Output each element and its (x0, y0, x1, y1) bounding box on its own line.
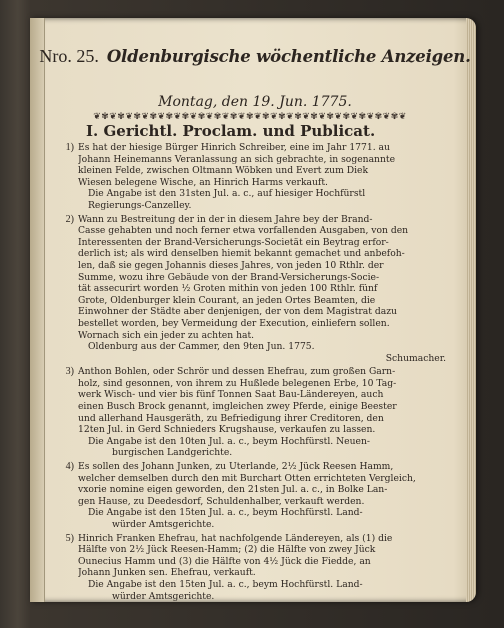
notice-line: Grote, Oldenburger klein Courant, an jeden Ortes Beamten, die (78, 294, 376, 306)
notice-line: Einwohner der Städte aber denjenigen, der von dem Magistrat dazu (78, 306, 397, 318)
notice-line: derlich ist; als wird denselben hiemit bekannt gemachet und anbefoh- (78, 248, 405, 260)
notice-line: werk Wisch- und vier bis fünf Tonnen Saat Bau-Ländereyen, auch (78, 389, 384, 401)
notice-number: 5) (65, 532, 74, 544)
notice-line: und allerhand Hausgeräth, zu Befriedigung ihrer Creditoren, den (78, 412, 384, 424)
notice-line: Wornach sich ein jeder zu achten hat. (78, 329, 255, 341)
notice-line: vxorie nomine eigen geworden, den 21sten Jul. a. c., in Bolke Lan- (78, 484, 388, 496)
page-edge (466, 18, 476, 602)
notice-line: Johann Junken sen. Ehefrau, verkauft. (78, 567, 256, 579)
notice-line: Es hat der hiesige Bürger Hinrich Schreiber, eine im Jahr 1771. au (78, 142, 390, 153)
notice-entry (52, 533, 452, 603)
notice-line: Die Angabe ist den 15ten Jul. a. c., beym Hochfürstl. Land- (88, 578, 363, 590)
notice-line: kleinen Felde, zwischen Oltmann Wöbken und Evert zum Diek (78, 165, 369, 177)
notice-line: Wann zu Bestreitung der in der in diesem Jahre bey der Brand- (78, 213, 373, 225)
notice-line: Casse gehabten und noch ferner etwa vorfallenden Ausgaben, von den (78, 225, 409, 237)
page-spine (30, 18, 45, 602)
notice-line: len, daß sie gegen Johannis dieses Jahres, von jeden 10 Rthlr. der (78, 259, 384, 271)
decorative-ornament-row: ❦✾❦✾❦✾❦✾❦✾❦✾❦✾❦✾❦✾❦✾❦✾❦✾❦✾❦✾❦✾❦✾❦✾❦✾❦✾❦ (93, 112, 407, 122)
notice-line: Interessenten der Brand-Versicherungs-Societät ein Beytrag erfor- (78, 236, 389, 248)
notice-line: Regierungs-Canzelley. (88, 199, 192, 211)
notice-line: bestellet worden, bey Vermeidung der Execution, einliefern sollen. (78, 317, 390, 329)
notice-entry (52, 366, 452, 459)
notice-line: 12ten Jul. in Gerd Schnieders Krugshause, verkaufen zu lassen. (78, 424, 376, 436)
notice-line: einen Busch Brock genannt, imgleichen zwey Pferde, einige Beester (78, 401, 397, 413)
notice-signature: Schumacher. (385, 352, 446, 364)
page-header (39, 46, 471, 72)
notices-body (52, 142, 452, 604)
page-content (39, 18, 471, 602)
notice-number: 1) (65, 142, 74, 153)
notice-line: Die Angabe ist den 15ten Jul. a. c., beym Hochfürstl. Land- (88, 507, 363, 519)
notice-signature-place: Oldenburg aus der Cammer, den 9ten Jun. 1775. (88, 341, 315, 353)
notice-line: Johann Heinemanns Veranlassung an sich gebrachte, in sogenannte (78, 153, 396, 165)
notice-line: Hälfte von 2½ Jück Reesen-Hamm; (2) die Hälfte von zwey Jück (78, 544, 376, 556)
notice-entry (52, 461, 452, 531)
notice-number: 3) (65, 366, 74, 378)
notice-line: gen Hause, zu Deedesdorf, Schuldenhalber, verkauft werden. (78, 495, 365, 507)
notice-line: tät assecurirt worden ½ Groten mithin von jeden 100 Rthlr. fünf (78, 283, 378, 295)
notice-line: würder Amtsgerichte. (112, 519, 215, 530)
issue-number: Nro. 25. (39, 46, 99, 66)
notice-line: Summe, wozu ihre Gebäude von der Brand-Versicherungs-Socie- (78, 271, 380, 283)
notice-number: 2) (65, 213, 74, 225)
masthead-title: Oldenburgische wöchentliche Anzeigen. (106, 47, 471, 66)
section-title: I. Gerichtl. Proclam. und Publicat. (86, 122, 376, 140)
notice-line: Hinrich Franken Ehefrau, hat nachfolgende Ländereyen, als (1) die (78, 532, 393, 544)
notice-entry (52, 214, 452, 365)
notice-line: Es sollen des Johann Junken, zu Uterlande, 2½ Jück Reesen Hamm, (78, 461, 394, 473)
notice-line: Anthon Bohlen, oder Schrör und dessen Ehefrau, zum großen Garn- (78, 366, 396, 378)
notice-line: holz, sind gesonnen, von ihrem zu Hußlede belegenen Erbe, 10 Tag- (78, 377, 397, 389)
notice-line: burgischen Landgerichte. (112, 447, 233, 459)
newspaper-page (30, 18, 476, 602)
notice-line: Wiesen belegene Wische, an Hinrich Harms verkauft. (78, 176, 328, 188)
notice-line: Die Angabe ist den 31sten Jul. a. c., auf hiesiger Hochfürstl (88, 188, 366, 200)
notice-line: welcher demselben durch den mit Burchart Otten errichteten Vergleich, (78, 472, 416, 484)
notice-number: 4) (65, 461, 74, 473)
notice-line: Die Angabe ist den 10ten Jul. a. c., beym Hochfürstl. Neuen- (88, 435, 370, 447)
notice-line: würder Amtsgerichte. (112, 590, 215, 602)
issue-date: Montag, den 19. Jun. 1775. (158, 94, 352, 110)
notice-line: Ounecius Hamm und (3) die Hälfte von 4½ Jück die Fiedde, an (78, 555, 371, 567)
notice-entry (52, 142, 452, 212)
